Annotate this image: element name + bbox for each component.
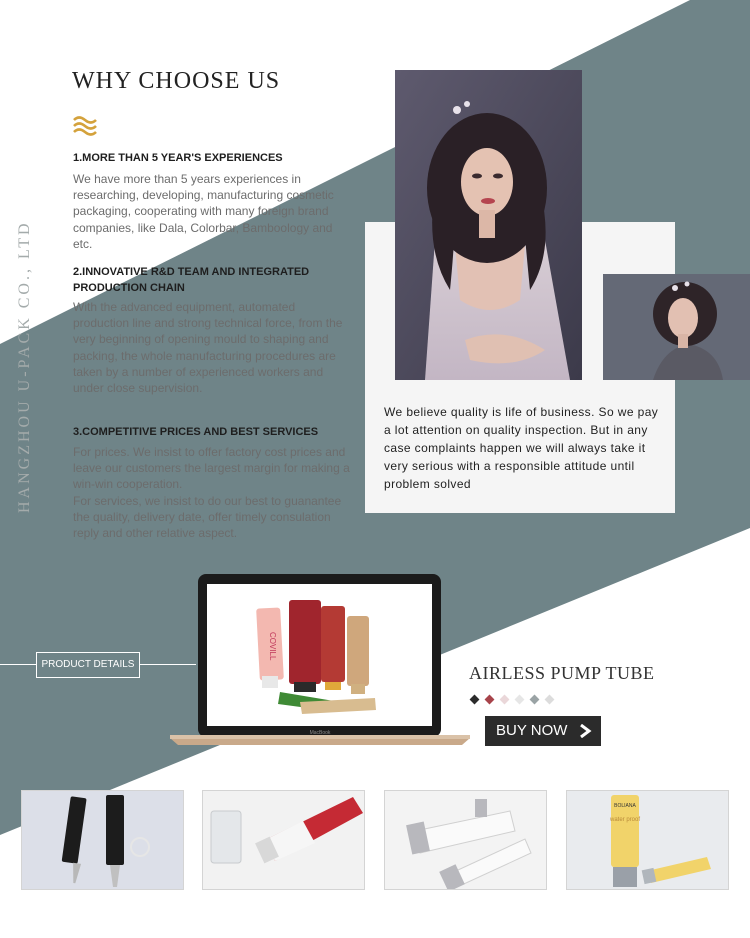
laptop-product-image [170,572,470,747]
laptop-brand-text: MacBook [309,730,331,736]
reason-text-2: With the advanced equipment, automated production line and strong technical force, from the very beginning of opening mould to shaping and packing, the whole manufacturing procedures are taken by a number of experienced workers and under close supervision. [73,300,343,396]
thumbnail-image-2 [203,791,365,890]
portrait-photo-main [395,70,582,380]
triple-wave-icon [73,114,97,138]
swatch-pink [500,695,510,705]
product-thumbnail-4[interactable] [566,790,729,890]
thumbnail-image-1 [22,791,184,890]
reason-heading-3: 3.COMPETITIVE PRICES AND BEST SERVICES [73,426,319,438]
color-swatches [469,694,569,706]
product-details-label: PRODUCT DETAILS [36,652,140,678]
swatch-black [470,695,480,705]
quality-statement: We believe quality is life of business. So we pay a lot attention on quality inspection. But in any case complaints happen we will always take it very serious with a responsible attitude until problem solved [384,405,659,491]
chevron-right-icon [578,724,592,738]
reason-heading-1: 1.MORE THAN 5 YEAR'S EXPERIENCES [73,152,283,164]
product-title: AIRLESS PUMP TUBE [469,663,655,683]
buy-now-button[interactable] [485,716,601,746]
swatch-silver [545,695,555,705]
reason-heading-2: 2.INNOVATIVE R&D TEAM AND INTEGRATED PRODUCTION CHAIN [73,266,310,294]
portrait-photo-small [603,274,750,380]
divider-line-left [0,664,36,665]
tube-brand-text: COVILL [268,632,277,661]
thumbnail-image-3 [385,791,547,890]
reason-text-3: For prices. We insist to offer factory cost prices and leave our customers the largest margin for making a win-win cooperation. For services, we insist to do our best to guanantee the quality, delivery date, offer timely consulation reply and other relative aspect. [73,445,350,541]
thumbnail-product-text: water proof [609,817,641,823]
swatch-gray [530,695,540,705]
thumbnail-image-4 [567,791,729,890]
swatch-red [485,695,495,705]
product-thumbnail-1[interactable] [21,790,184,890]
reason-text-1: We have more than 5 years experiences in researching, developing, manufacturing cosmetic packaging, cooperating with many foreign brand companies, like Dala, Colorbar, Bamboology and etc. [73,172,334,251]
thumbnail-brand-text: BOLIANA [614,803,636,809]
page-title: WHY CHOOSE US [72,68,281,94]
swatch-white [515,695,525,705]
product-thumbnail-3[interactable] [384,790,547,890]
product-thumbnail-2[interactable] [202,790,365,890]
buy-now-label: BUY NOW [496,722,568,739]
